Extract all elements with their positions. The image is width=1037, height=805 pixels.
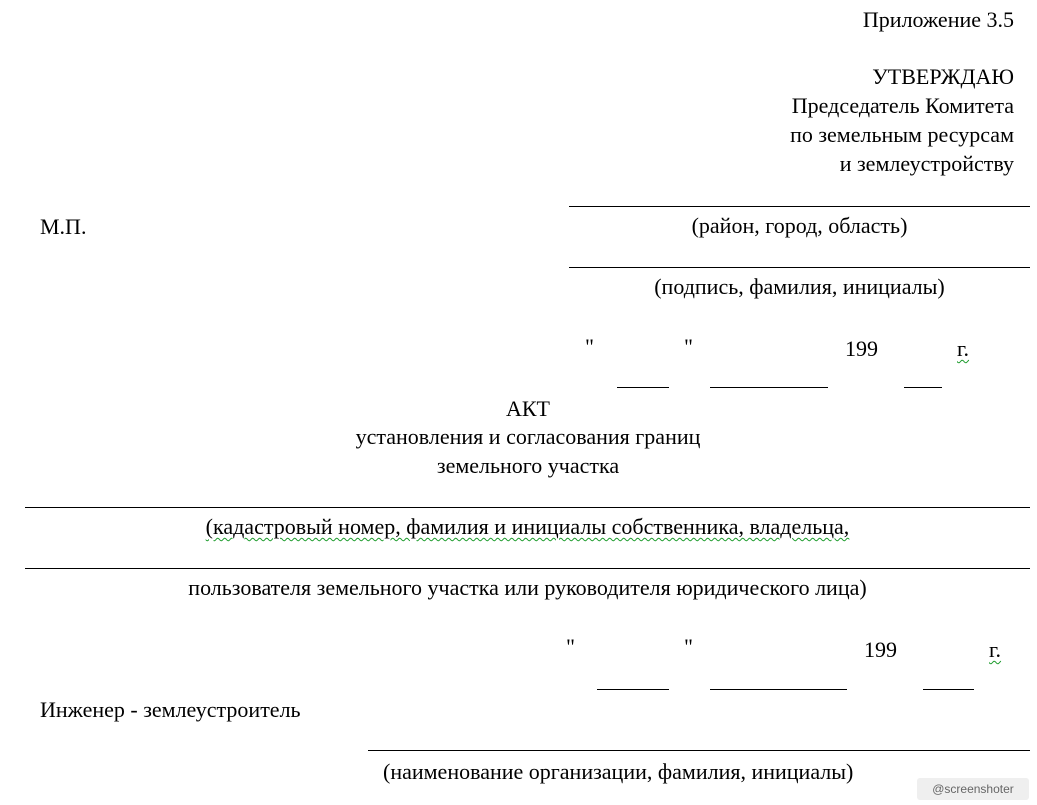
date1-open-quote: " bbox=[585, 334, 594, 359]
region-caption: (район, город, область) bbox=[691, 213, 908, 238]
owner-caption-line1-text: (кадастровый номер, фамилия и инициалы собственника, владельца, bbox=[205, 514, 850, 539]
date1-month-blank bbox=[710, 387, 828, 388]
signature-blank-line bbox=[569, 267, 1030, 268]
date1-year-suffix: г. bbox=[957, 336, 970, 361]
date2-open-quote: " bbox=[566, 634, 575, 659]
approver-title-line1: Председатель Комитета bbox=[791, 93, 1014, 118]
approve-heading: УТВЕРЖДАЮ bbox=[872, 64, 1014, 89]
region-blank-line bbox=[569, 206, 1030, 207]
date1-year: 199 bbox=[845, 336, 878, 361]
document-subtitle-line2: земельного участка bbox=[436, 453, 620, 478]
date2-year-suffix: г. bbox=[989, 637, 1002, 662]
owner-caption-line1 bbox=[25, 514, 1030, 540]
date2-year-blank bbox=[923, 689, 974, 690]
owner-caption-line2: пользователя земельного участка или руководителя юридического лица) bbox=[188, 575, 867, 600]
engineer-label: Инженер - землеустроитель bbox=[40, 697, 301, 722]
org-caption: (наименование организации, фамилия, инициалы) bbox=[383, 759, 854, 784]
signature-caption: (подпись, фамилия, инициалы) bbox=[654, 274, 945, 299]
org-blank-line bbox=[368, 750, 1030, 751]
screenshoter-watermark: @screenshoter bbox=[917, 778, 1029, 800]
date2-month-blank bbox=[710, 689, 847, 690]
document-title: АКТ bbox=[506, 396, 550, 421]
owner-blank-line2 bbox=[25, 568, 1030, 569]
owner-blank-line1 bbox=[25, 507, 1030, 508]
date1-day-blank bbox=[617, 387, 669, 388]
appendix-label: Приложение 3.5 bbox=[862, 7, 1014, 32]
date2-day-blank bbox=[597, 689, 669, 690]
date1-year-blank bbox=[904, 387, 942, 388]
stamp-label: М.П. bbox=[40, 214, 87, 239]
date2-close-quote: " bbox=[684, 634, 693, 659]
approver-title-line2: по земельным ресурсам bbox=[790, 122, 1014, 147]
approver-title-line3: и землеустройству bbox=[839, 151, 1014, 176]
date1-close-quote: " bbox=[684, 334, 693, 359]
date2-year: 199 bbox=[864, 637, 897, 662]
document-subtitle-line1: установления и согласования границ bbox=[355, 424, 701, 449]
